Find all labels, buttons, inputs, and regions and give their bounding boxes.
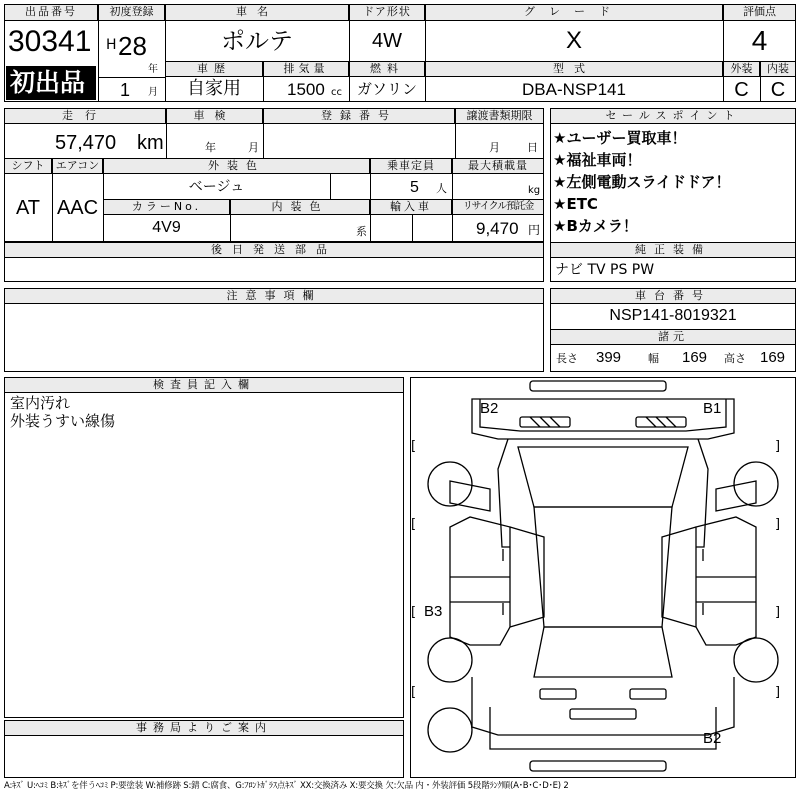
- grade-value: X: [565, 27, 582, 54]
- equipment-value: ナビ TV PS PW: [555, 262, 655, 278]
- dimensions-label: 諸元: [550, 329, 796, 345]
- ac-value: AAC: [56, 197, 99, 219]
- history-value: 自家用: [187, 78, 241, 99]
- length-label: 長さ: [556, 352, 578, 365]
- sales-point-2: ★福祉車両！: [553, 151, 642, 169]
- displacement-label: 排気量: [263, 61, 349, 77]
- inspector-label: 検査員記入欄: [4, 377, 404, 393]
- bracket-5: [: [411, 605, 417, 620]
- load-label: 最大積載量: [452, 158, 544, 174]
- chassis-label: 車台番号: [550, 288, 796, 304]
- shift-label: シフト: [4, 158, 52, 174]
- score-value: 4: [751, 25, 768, 56]
- displacement-value: 1500: [287, 80, 325, 99]
- later-parts-label: 後日発送部品: [4, 242, 544, 258]
- exterior-label: 外装: [723, 61, 760, 77]
- grade-label: グレード: [425, 4, 723, 21]
- year-unit: 年: [148, 64, 158, 75]
- ext-color-label: 外装色: [103, 158, 370, 174]
- car-diagram: [410, 377, 796, 778]
- mileage-unit: km: [137, 132, 164, 154]
- shift-value: AT: [15, 197, 41, 219]
- history-label: 車歴: [165, 61, 263, 77]
- interior-grade: C: [770, 79, 786, 101]
- car-name-label: 車名: [165, 4, 349, 21]
- recycle-label: リサイクル預託金: [452, 199, 544, 215]
- bracket-4: ]: [775, 517, 781, 532]
- height-label: 高さ: [724, 352, 746, 365]
- damage-mark-b3: B3: [424, 603, 443, 620]
- color-no-value: 4V9: [152, 219, 181, 236]
- model-value: DBA-NSP141: [522, 80, 626, 99]
- inspector-note-1: 室内汚れ: [10, 394, 71, 412]
- inspector-note-2: 外装うすい線傷: [10, 412, 116, 430]
- fuel-value: ガソリン: [356, 80, 417, 98]
- bracket-8: ]: [775, 685, 781, 700]
- month-unit: 月: [148, 87, 158, 98]
- interior-label: 内装: [760, 61, 796, 77]
- inspection-year-unit: 年: [205, 141, 216, 154]
- details-grid: [4, 108, 544, 242]
- bracket-6: ]: [775, 605, 781, 620]
- chassis-number: NSP141-8019321: [609, 307, 737, 324]
- ext-color-value: ベージュ: [188, 179, 245, 195]
- inspection-label: 車検: [166, 108, 263, 124]
- transfer-label: 譲渡書類期限: [455, 108, 544, 124]
- bracket-7: [: [411, 685, 417, 700]
- sales-point-3: ★左側電動スライドドア！: [553, 173, 731, 191]
- door-value: 4W: [372, 30, 402, 52]
- notes-label: 注意事項欄: [4, 288, 544, 304]
- transfer-month-unit: 月: [489, 141, 500, 154]
- equipment-label: 純正装備: [550, 242, 796, 258]
- height-value: 169: [760, 349, 786, 366]
- era-letter: H: [106, 37, 117, 53]
- fuel-label: 燃料: [349, 61, 425, 77]
- import-label: 輸入車: [370, 199, 452, 215]
- mileage-label: 走行: [4, 108, 166, 124]
- inspection-month-unit: 月: [248, 141, 259, 154]
- int-color-unit: 系: [356, 225, 367, 238]
- transfer-day-unit: 日: [527, 141, 538, 154]
- mileage-value: 57,470: [55, 132, 117, 154]
- bracket-1: [: [411, 439, 417, 454]
- bracket-3: [: [411, 517, 417, 532]
- capacity-unit: 人: [436, 182, 447, 195]
- car-name: ポルテ: [221, 27, 293, 55]
- sales-point-1: ★ユーザー買取車！: [553, 129, 687, 147]
- sales-point-5: ★Bカメラ！: [553, 217, 638, 235]
- recycle-unit: 円: [528, 223, 541, 237]
- bracket-2: ]: [775, 439, 781, 454]
- sales-point-4: ★ETC: [553, 195, 598, 213]
- first-reg-month: 1: [120, 80, 131, 100]
- door-label: ドア形状: [349, 4, 425, 21]
- score-label: 評価点: [723, 4, 796, 21]
- lot-no-label: 出品番号: [4, 4, 98, 21]
- model-label: 型式: [425, 61, 723, 77]
- reg-no-label: 登録番号: [263, 108, 455, 124]
- legend-text: A:ｷｽﾞ U:ﾍｺﾐ B:ｷｽﾞを伴うﾍｺﾐ P:要塗装 W:補修跡 S:錆 C:腐食、G:ﾌﾛﾝﾄｶﾞﾗｽ点ｷｽﾞ XX:交換済み X:要交換 欠:欠品 内・外装評価 5段階ﾗﾝｸ順(A･B･C･D･E) 2: [4, 781, 569, 791]
- width-value: 169: [682, 349, 708, 366]
- int-color-label: 内装色: [230, 199, 370, 215]
- recycle-value: 9,470: [476, 219, 519, 238]
- first-listing-text: 初出品: [10, 68, 86, 97]
- capacity-label: 乗車定員: [370, 158, 452, 174]
- exterior-grade: C: [734, 79, 749, 101]
- length-value: 399: [596, 349, 622, 366]
- width-label: 幅: [648, 352, 659, 365]
- capacity-value: 5: [410, 179, 419, 196]
- first-reg-label: 初度登録: [98, 4, 165, 21]
- ac-label: エアコン: [52, 158, 103, 174]
- color-no-label: カラーNo.: [103, 199, 230, 215]
- office-label: 事務局よりご案内: [4, 720, 404, 736]
- damage-mark-b2-front: B2: [480, 400, 499, 417]
- damage-mark-b1: B1: [703, 400, 722, 417]
- load-unit: kg: [528, 185, 541, 196]
- first-reg-year: 28: [118, 31, 147, 61]
- sales-points-label: セールスポイント: [550, 108, 796, 124]
- damage-mark-b2-rear: B2: [703, 730, 722, 747]
- displacement-unit: cc: [331, 87, 342, 98]
- lot-number: 30341: [8, 25, 92, 58]
